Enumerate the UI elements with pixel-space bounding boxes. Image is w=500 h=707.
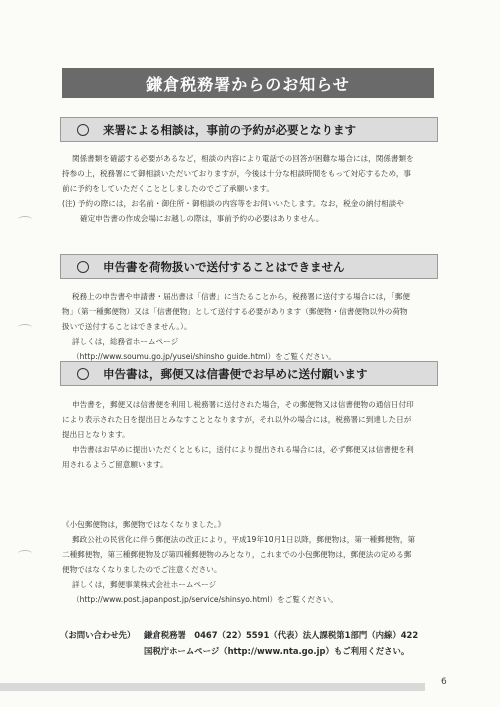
body-line: により表示された日を提出日とみなすこととなりますが，それ以外の場合には，税務署に到達した日が	[62, 415, 412, 424]
body-line: 二種郵便物，第三種郵便物及び第四種郵便物のみとなり，これまでの小包郵便物は，郵便法の定める郵	[62, 550, 412, 559]
contact-label: （お問い合わせ先）	[60, 630, 136, 640]
body-line: 詳しくは，総務省ホームページ	[72, 337, 179, 346]
section-heading-text: 来署による相談は，事前の予約が必要となります	[103, 122, 356, 137]
body-line: 前に予約をしていただくこととしましたのでご了承願います。	[62, 184, 275, 193]
body-line: 扱いで送付することはできません。）。	[62, 322, 192, 331]
body-line: 物」（第一種郵便物）又は「信書便物」として送付する必要があります（郵便物・信書便物以外の荷物	[62, 307, 408, 316]
body-line: 持参の上，税務署にて御相談いただいておりますが，今後は十分な相談時間をもって対応するため，事	[62, 169, 412, 178]
binder-hole-mark	[18, 550, 32, 557]
page-title: 鎌倉税務署からのお知らせ	[62, 68, 434, 98]
section-body	[62, 397, 440, 472]
contact-website: 国税庁ホームページ（http://www.nta.go.jp）もご利用ください。	[144, 646, 410, 656]
footer-bar	[0, 683, 425, 691]
section-body	[62, 151, 440, 226]
contact-block	[60, 627, 440, 659]
parcel-notice-title: 《小包郵便物は，郵便物ではなくなりました。》	[62, 520, 226, 529]
section-heading-appointment	[60, 117, 438, 142]
circle-icon	[77, 368, 89, 380]
page-number: 6	[441, 677, 447, 687]
contact-phone: 鎌倉税務署 0467（22）5591（代表）法人課税第1部門（内線）422	[144, 630, 419, 640]
section-heading-parcel	[60, 254, 438, 279]
body-line: 用されるようご留意願います。	[62, 460, 168, 469]
body-line: 便物ではなくなりましたのでご注意ください。	[62, 565, 222, 574]
body-line: 申告書はお早めに提出いただくとともに，送付により提出される場合には，必ず郵便又は信書便を利	[72, 445, 414, 454]
binder-hole-mark	[18, 324, 32, 331]
body-line: 申告書を，郵便又は信書便を利用し税務署に送付された場合，その郵便物又は信書便物の通信日付印	[72, 400, 414, 409]
circle-icon	[77, 124, 89, 136]
circle-icon	[77, 261, 89, 273]
section-body	[62, 289, 440, 364]
body-line: 税務上の申告書や申請書・届出書は「信書」に当たることから，税務署に送付する場合には，「郵便	[72, 292, 410, 301]
note-line: (注) 予約の際には，お名前・御住所・御相談の内容等をお伺いいたします。なお，税金の納付相談や	[62, 199, 404, 208]
section-heading-text: 申告書は，郵便又は信書便でお早めに送付願います	[103, 366, 368, 381]
url-line: （http://www.post.japanpost.jp/service/shinsyo.html）をご覧ください。	[72, 595, 338, 604]
body-line: 提出日となります。	[62, 430, 130, 439]
section-heading-text: 申告書を荷物扱いで送付することはできません	[103, 259, 345, 274]
url-line: （http://www.soumu.go.jp/yusei/shinsho guide.html）をご覧ください。	[72, 352, 336, 361]
section-heading-mail	[60, 361, 438, 386]
binder-hole-mark	[18, 216, 32, 223]
note-line: 確定申告書の作成会場にお越しの際は，事前予約の必要はありません。	[80, 214, 324, 223]
body-line: 郵政公社の民営化に伴う郵便法の改正により，平成19年10月1日以降，郵便物は，第一種郵便物，第	[72, 535, 416, 544]
body-line: 詳しくは，郵便事業株式会社ホームページ	[72, 580, 217, 589]
body-line: 関係書類を確認する必要があるなど，相談の内容により電話での回答が困難な場合には，関係書類を	[72, 154, 414, 163]
parcel-notice	[62, 517, 440, 607]
